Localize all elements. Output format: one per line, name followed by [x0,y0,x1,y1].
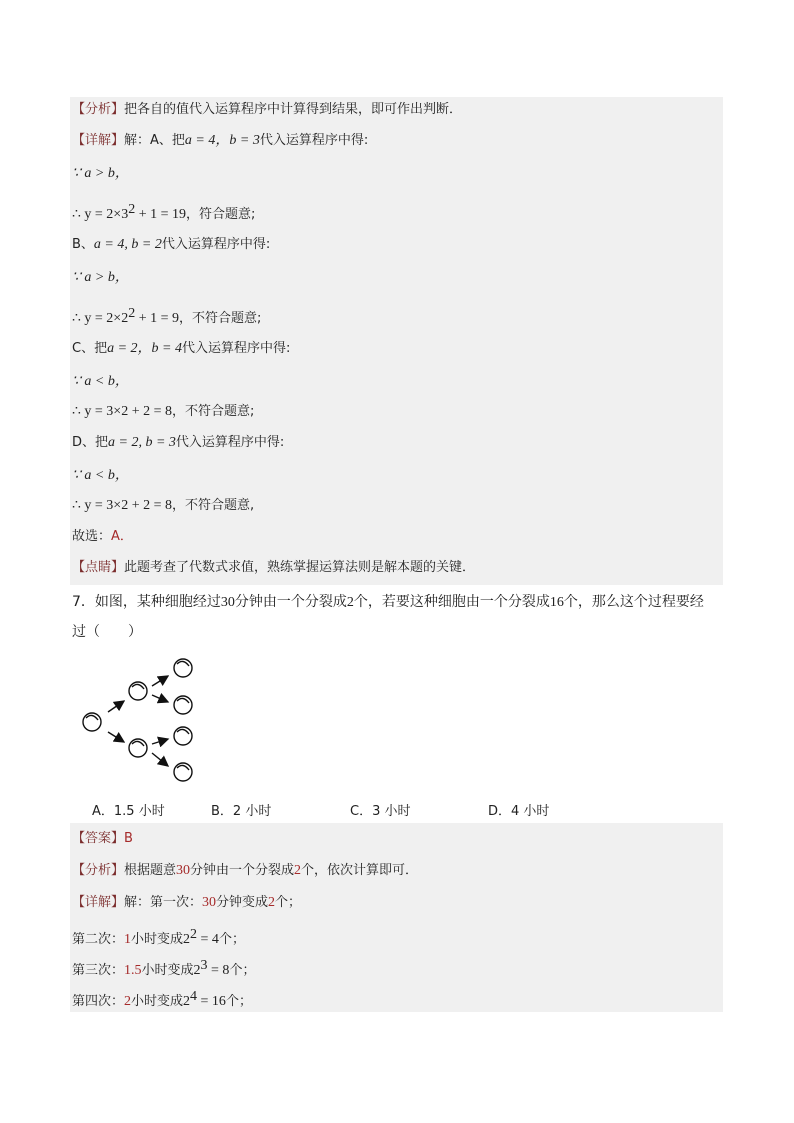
detail-expr: a = 4，b = 3 [184,133,260,148]
question7-line2: 过（ ） [72,624,142,640]
exponent: 3 [200,958,208,973]
exponent: 2 [128,306,136,321]
detail-text: 个； [229,963,256,978]
detail-number: 30 [202,895,217,910]
choice-prefix: 故选： [72,529,112,544]
option-b[interactable]: B．2 小时 [211,804,272,819]
analysis-line [72,101,462,119]
choice-answer: A [111,529,120,544]
detail-tag: 【详解】 [72,895,125,910]
detail-text: 个； [218,932,245,947]
step-line [72,305,261,328]
analysis-tag: 【分析】 [72,863,125,878]
arrow-icon [152,676,168,686]
step-text: 代入运算程序中得: [181,341,291,356]
analysis-text: 把各自的值代入运算程序中计算得到结果，即可作出判断． [124,102,463,117]
detail-text: 分钟变成 [216,895,269,910]
detail-text: 个； [225,994,252,1009]
detail-number: 2 [268,895,276,910]
equation: = 4 [197,932,219,947]
question-number: 16 [549,595,564,610]
equation: 2 [183,994,191,1009]
exponent: 2 [190,927,198,942]
analysis-text: 分钟由一个分裂成 [190,863,295,878]
answer-tag: 【答案】 [72,831,125,846]
detail-tag: 【详解】 [72,133,125,148]
answer-line [72,830,133,848]
step-line [72,340,290,358]
verdict: ，不符合题意; [172,404,255,419]
step-line [72,236,270,254]
question-text: 7．如图，某种细胞经过 [72,594,221,610]
exponent: 4 [190,989,198,1004]
equation: a = 2, b = 3 [108,435,176,450]
detail-text: 小时变成 [131,932,184,947]
detail-line [72,926,245,949]
detail-tail: 代入运算程序中得: [259,133,369,148]
equation: ∴ y = 3×2 + 2 = 8 [72,498,172,513]
equation: ∴ y = 2×2 [72,311,129,326]
analysis-text: 根据题意 [124,863,177,878]
step-line: ∵ a > b， [72,166,129,181]
answer-value: B [124,831,133,846]
detail-line [72,132,368,150]
step-line [72,201,255,224]
step-text: 代入运算程序中得: [175,435,285,450]
analysis-number: 30 [176,863,191,878]
step-line: ∵ a > b， [72,270,129,285]
verdict: ，不符合题意, [172,498,255,513]
detail-line [72,894,301,912]
option-a[interactable]: A．1.5 小时 [92,804,165,819]
arrow-icon [152,753,168,766]
step-line [72,497,254,515]
comment-line [72,559,475,577]
detail-text: 解：第一次： [124,895,203,910]
detail-text: 第二次： [72,932,125,947]
comment-text: 此题考查了代数式求值，熟练掌握运算法则是解本题的关键． [124,560,476,575]
analysis-number: 2 [294,863,302,878]
detail-text: 第三次： [72,963,125,978]
arrow-icon [108,732,124,742]
equation: a = 2，b = 4 [107,341,182,356]
step-line [72,434,284,452]
question-text: 个，那么这个过程要经 [563,594,704,610]
exponent: 2 [128,202,136,217]
step-line: ∵ a < b， [72,468,129,483]
choice-end: ． [119,529,133,544]
detail-line [72,988,252,1011]
equation: + 1 = 9 [135,311,179,326]
detail-lead: 解：A、把 [124,133,185,148]
detail-text: 小时变成 [141,963,194,978]
cell-nucleus-icon [86,715,98,720]
detail-number: 1 [124,932,132,947]
equation: 2 [193,963,201,978]
detail-text: 个； [275,895,302,910]
question-text: 个，若要这种细胞由一个分裂成 [353,594,550,610]
analysis-tag: 【分析】 [72,102,125,117]
option-label: C、把 [72,341,108,356]
question7-line1 [72,593,704,612]
analysis-line [72,862,418,880]
detail-text: 小时变成 [131,994,184,1009]
cell-division-figure [70,650,210,790]
verdict: ，符合题意; [186,207,256,222]
comment-tag: 【点睛】 [72,560,125,575]
analysis-text: 个，依次计算即可． [301,863,419,878]
option-d[interactable]: D．4 小时 [488,804,550,819]
equation: + 1 = 19 [135,207,186,222]
option-label: B、 [72,237,94,252]
equation: ∴ y = 2×3 [72,207,129,222]
detail-number: 2 [124,994,132,1009]
detail-number: 1.5 [124,963,142,978]
arrow-icon [152,695,168,702]
question-text: 分钟由一个分裂成 [234,594,347,610]
arrow-icon [108,701,124,712]
step-text: 代入运算程序中得: [161,237,271,252]
equation: = 8 [207,963,230,978]
option-c[interactable]: C．3 小时 [350,804,411,819]
choice-line [72,528,133,546]
solution7-band [70,823,723,1012]
equation: a = 4, b = 2 [93,237,162,252]
equation: = 16 [197,994,226,1009]
arrow-icon [152,739,168,744]
verdict: ，不符合题意; [179,311,262,326]
question-number: 2 [346,595,354,610]
equation: ∴ y = 3×2 + 2 = 8 [72,404,172,419]
step-line [72,403,254,421]
equation: 2 [183,932,191,947]
step-line: ∵ a < b， [72,374,129,389]
option-label: D、把 [72,435,109,450]
detail-line [72,957,255,980]
detail-text: 第四次： [72,994,125,1009]
question-number: 30 [220,595,235,610]
